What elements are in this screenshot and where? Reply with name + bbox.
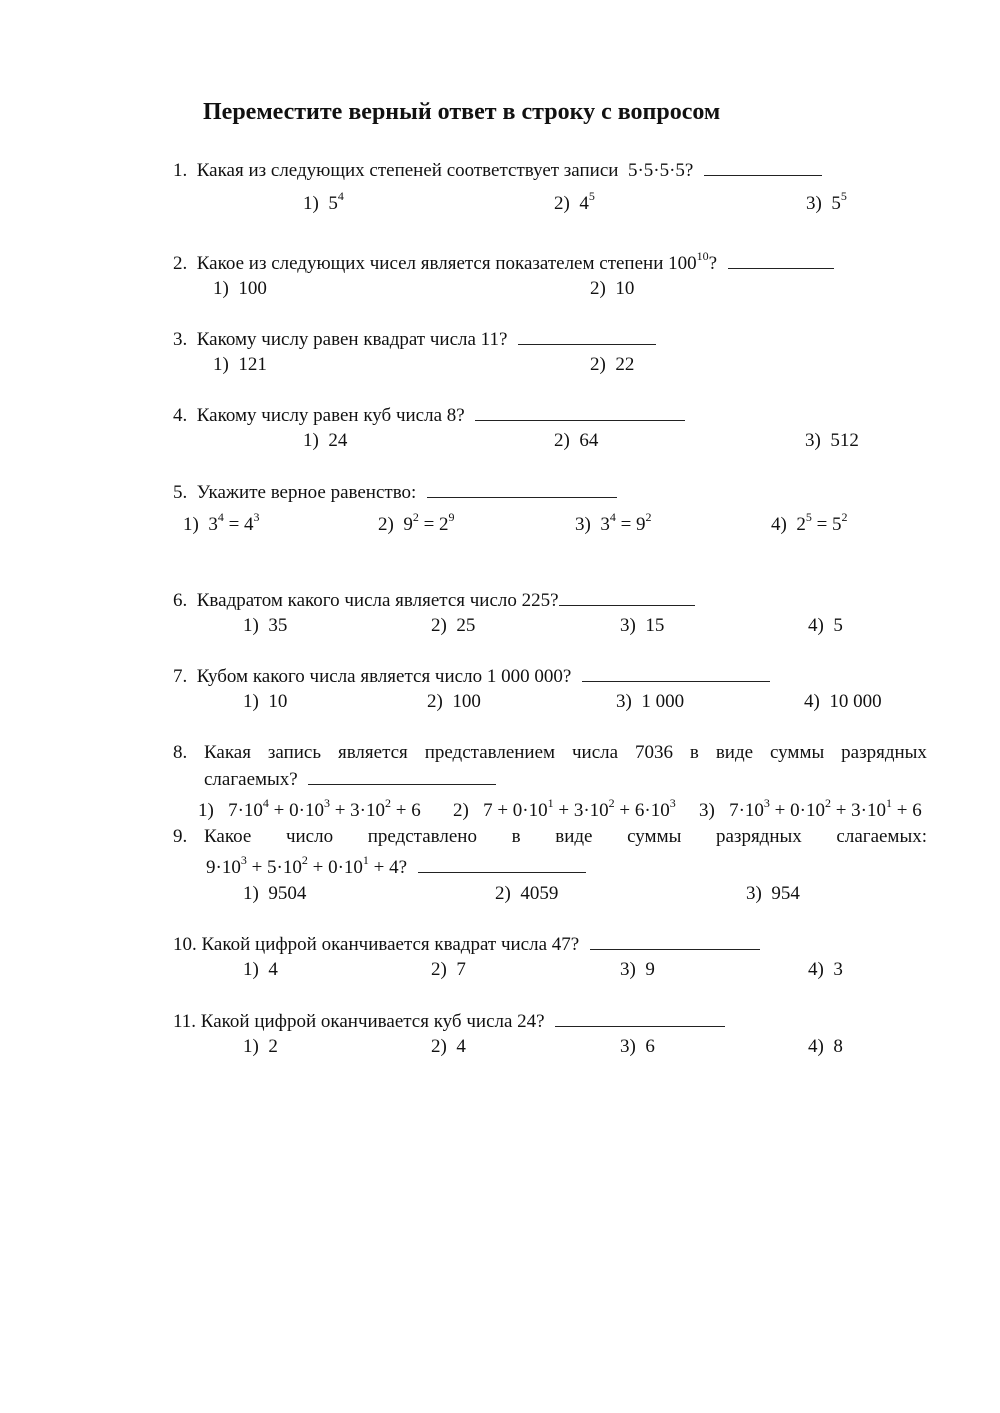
answer-drop-slot-10[interactable]: [590, 933, 760, 950]
answer-option[interactable]: 1) 2: [243, 1036, 278, 1057]
question-8-number: 8.: [173, 742, 188, 763]
answer-option[interactable]: 4) $2^5 = 5^2$: [771, 509, 848, 535]
answer-drop-slot-9[interactable]: [418, 856, 586, 873]
answer-drop-slot-11[interactable]: [555, 1010, 725, 1027]
answer-option[interactable]: 4) 5: [808, 615, 843, 636]
answer-option[interactable]: 3) 15: [620, 615, 665, 636]
answer-option[interactable]: 1) $3^4 = 4^3$: [183, 509, 260, 535]
answer-option[interactable]: 2) 7: [431, 959, 466, 980]
answer-drop-slot-3[interactable]: [518, 328, 656, 345]
answer-option[interactable]: 4) 8: [808, 1036, 843, 1057]
answer-drop-slot-6[interactable]: [559, 589, 695, 606]
answer-option[interactable]: 2) $7 + 0\cdot 10^1 + 3\cdot 10^2 + 6\cdot 10^3$: [453, 795, 676, 821]
answer-option[interactable]: 3) 954: [746, 883, 800, 904]
question-2: 2. Какое из следующих чисел является показателем степени $100^{10}$?: [173, 252, 834, 275]
answer-drop-slot-7[interactable]: [582, 665, 770, 682]
question-4: 4. Какому числу равен куб числа 8?: [173, 404, 685, 427]
answer-option[interactable]: 2) 10: [590, 278, 635, 299]
answer-option[interactable]: 2) 64: [554, 430, 599, 451]
question-9-line: Какое число представлено в виде суммы разрядных слагаемых:: [204, 826, 927, 847]
answer-drop-slot-5[interactable]: [427, 481, 617, 498]
answer-option[interactable]: 2) 4059: [495, 883, 559, 904]
answer-option[interactable]: 1) 10: [243, 691, 288, 712]
answer-option[interactable]: 4) 10 000: [804, 691, 882, 712]
question-10: 10. Какой цифрой оканчивается квадрат числа 47?: [173, 933, 760, 956]
answer-option[interactable]: 2) 4: [431, 1036, 466, 1057]
answer-option[interactable]: 2) $9^2 = 2^9$: [378, 509, 455, 535]
answer-drop-slot-2[interactable]: [728, 252, 834, 269]
answer-option[interactable]: 1) 100: [213, 278, 267, 299]
answer-option[interactable]: 2) 100: [427, 691, 481, 712]
question-8-line: Какая запись является представлением числа 7036 в виде суммы разрядных: [204, 742, 927, 763]
answer-option[interactable]: 1) $5^4$: [303, 188, 344, 214]
answer-option[interactable]: 3) $5^5$: [806, 188, 847, 214]
answer-option[interactable]: 3) $7\cdot 10^3 + 0\cdot 10^2 + 3\cdot 10^1 + 6$: [699, 795, 922, 821]
question-5: 5. Укажите верное равенство:: [173, 481, 617, 504]
question-7: 7. Кубом какого числа является число 1 000 000?: [173, 665, 770, 688]
answer-option[interactable]: 3) 1 000: [616, 691, 685, 712]
answer-option[interactable]: 1) $7\cdot 10^4 + 0\cdot 10^3 + 3\cdot 10^2 + 6$: [198, 795, 421, 821]
answer-option[interactable]: 3) 512: [805, 430, 859, 451]
question-9-expression: $9\cdot 10^3 + 5\cdot 10^2 + 0\cdot 10^1 + 4$?: [206, 856, 586, 879]
answer-option[interactable]: 2) 22: [590, 354, 635, 375]
answer-option[interactable]: 3) 9: [620, 959, 655, 980]
question-8-line2: слагаемых?: [204, 768, 496, 791]
answer-option[interactable]: 1) 35: [243, 615, 288, 636]
answer-option[interactable]: 1) 24: [303, 430, 348, 451]
question-6: 6. Квадратом какого числа является число 225?: [173, 589, 695, 612]
answer-option[interactable]: 4) 3: [808, 959, 843, 980]
question-1: 1. Какая из следующих степеней соответствует записи 5·5·5·5?: [173, 159, 822, 182]
answer-option[interactable]: 3) 6: [620, 1036, 655, 1057]
question-11: 11. Какой цифрой оканчивается куб числа 24?: [173, 1010, 725, 1033]
answer-option[interactable]: 2) 25: [431, 615, 476, 636]
answer-option[interactable]: 1) 9504: [243, 883, 307, 904]
answer-drop-slot-8[interactable]: [308, 768, 496, 785]
answer-option[interactable]: 2) $4^5$: [554, 188, 595, 214]
answer-drop-slot-4[interactable]: [475, 404, 685, 421]
answer-option[interactable]: 1) 4: [243, 959, 278, 980]
question-9-number: 9.: [173, 826, 188, 847]
question-3: 3. Какому числу равен квадрат числа 11?: [173, 328, 656, 351]
answer-option[interactable]: 1) 121: [213, 354, 267, 375]
answer-drop-slot-1[interactable]: [704, 159, 822, 176]
page-title: Переместите верный ответ в строку с вопросом: [203, 99, 721, 125]
answer-option[interactable]: 3) $3^4 = 9^2$: [575, 509, 652, 535]
